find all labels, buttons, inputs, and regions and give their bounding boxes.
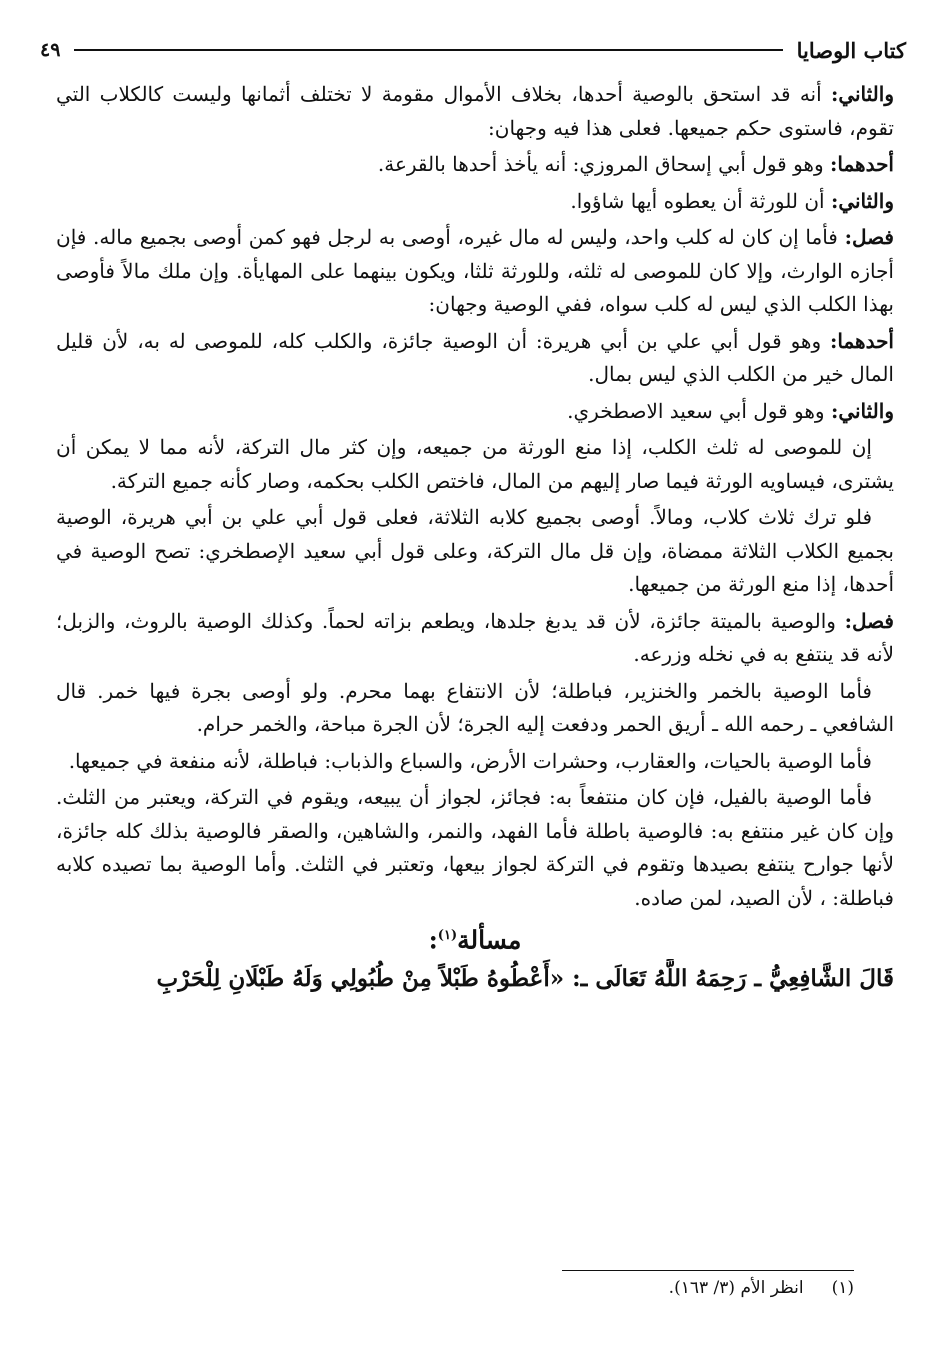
paragraph-text: والوصية بالميتة جائزة، لأن قد يدبغ جلدها، ويطعم بزاته لحماً. وكذلك الوصية بالروث، والزبل؛ لأنه قد ينتفع به في نخله وزرعه.: [56, 608, 894, 666]
paragraph-keyword: فصل:: [844, 608, 894, 633]
running-title: كتاب الوصايا: [796, 37, 906, 63]
footnote-reference: (١): [437, 928, 458, 943]
header-rule: [74, 49, 782, 51]
paragraph-text: فأما الوصية بالخمر والخنزير، فباطلة؛ لأن الانتفاع بهما محرم. ولو أوصى بجرة فيها خمر. قال الشافعي ـ رحمه الله ـ أريق الحمر ودفعت إليه الجرة؛ لأن الجرة مباحة، والخمر حرام.: [56, 678, 894, 736]
paragraph: [56, 605, 894, 672]
paragraph: [56, 675, 894, 742]
paragraph-keyword: أحدهما:: [829, 152, 894, 176]
paragraph-keyword: والثاني:: [830, 398, 894, 423]
masala-heading: [56, 919, 894, 957]
paragraph-text: وهو قول أبي سعيد الاصطخري.: [567, 398, 831, 423]
paragraph-text: فلو ترك ثلاث كلاب، ومالاً. أوصى بجميع كلابه الثلاثة، فعلى قول أبي علي بن أبي هريرة، الوصية بجميع الكلاب الثلاثة ممضاة، وإن قل مال التركة، وعلى قول أبي سعيد الإصطخري: تصح الوصية في أحدها، إذا منع الورثة من جميعها.: [56, 505, 894, 596]
paragraph-text: فأما الوصية بالحيات، والعقارب، وحشرات الأرض، والسباع والذباب: فباطلة، لأنه منفعة في جميعها.: [68, 748, 872, 773]
footnote-rule: [562, 1270, 854, 1271]
paragraph: [56, 148, 894, 182]
paragraph: [56, 431, 894, 498]
paragraph: [56, 221, 894, 322]
paragraph: [56, 325, 894, 392]
page-number: ٤٩: [40, 39, 61, 61]
paragraph: [56, 78, 894, 145]
paragraph: [56, 185, 894, 219]
paragraph: [56, 745, 894, 779]
paragraph-text: وهو قول أبي إسحاق المروزي: أنه يأخذ أحدها بالقرعة.: [377, 152, 830, 176]
footnote: [669, 1278, 854, 1298]
paragraph-keyword: والثاني:: [830, 82, 894, 106]
body-text: [56, 78, 894, 999]
paragraph-keyword: والثاني:: [830, 188, 894, 213]
paragraph-keyword: فصل:: [844, 225, 894, 249]
paragraph-text: أن للورثة أن يعطوه أيها شاؤوا.: [570, 188, 831, 213]
paragraph: [56, 781, 894, 915]
paragraph-text: وهو قول أبي علي بن أبي هريرة: أن الوصية جائزة، والكلب كله، للموصى له به، لأن قليل المال خير من الكلب الذي ليس بمال.: [56, 328, 894, 386]
paragraph: [56, 501, 894, 602]
paragraph-text: إن للموصى له ثلث الكلب، إذا منع الورثة من جميعه، وإن كثر مال التركة، لأنه مما لا يمكن أن يشترى، فيساويه الورثة فيما صار إليهم من المال، فاختص الكلب بحكمه، وصار كأنه جميع التركة.: [56, 435, 894, 493]
paragraph-text: فأما إن كان له كلب واحد، وليس له مال غيره، أوصى به لرجل فهو كمن أوصى بجميع ماله. فإن أجازه الوارث، وإلا كان للموصى له ثلثه، وللورثة ثلثا، ويكون بينهما على المهايأة. وإن ملك مالاً فأوصى بهذا الكلب الذي ليس له كلب سواه، ففي الوصية وجهان:: [56, 225, 894, 316]
masala-colon: :: [428, 925, 438, 955]
paragraph-text: أنه قد استحق بالوصية أحدها، بخلاف الأموال مقومة لا تختلف أثمانها وليست كالكلاب التي تقوم، فاستوى حكم جميعها. فعلى هذا فيه وجهان:: [56, 82, 894, 140]
footnote-text: انظر الأم (٣/ ١٦٣).: [668, 1278, 804, 1298]
masala-title: مسألة: [457, 925, 522, 955]
footnote-number: (١): [831, 1278, 854, 1298]
shafii-quote: قَالَ الشَّافِعِيُّ ـ رَحِمَهُ اللَّهُ تَعَالَى ـ: «أَعْطُوهُ طَبْلاً مِنْ طُبُولِي وَلَهُ طَبْلَانِ لِلْحَرْبِ: [156, 964, 894, 992]
paragraph-keyword: أحدهما:: [829, 328, 894, 353]
paragraph-text: فأما الوصية بالفيل، فإن كان منتفعاً به: فجائز، لجواز أن يبيعه، ويقوم في التركة، ويعتبر من الثلث. وإن كان غير منتفع به: فالوصية باطلة فأما الفهد، والنمر، والشاهين، والصقر فالوصية بذلك كله جائزة، لأنها جوارح ينتفع بصيدها وتقوم في التركة لجواز بيعها، وتعتبر في الثلث. وأما الوصية بما تصيده كلابه فباطلة: ، لأن الصيد، لمن صاده.: [56, 785, 894, 910]
paragraph: [56, 395, 894, 429]
page-header: [40, 30, 906, 70]
